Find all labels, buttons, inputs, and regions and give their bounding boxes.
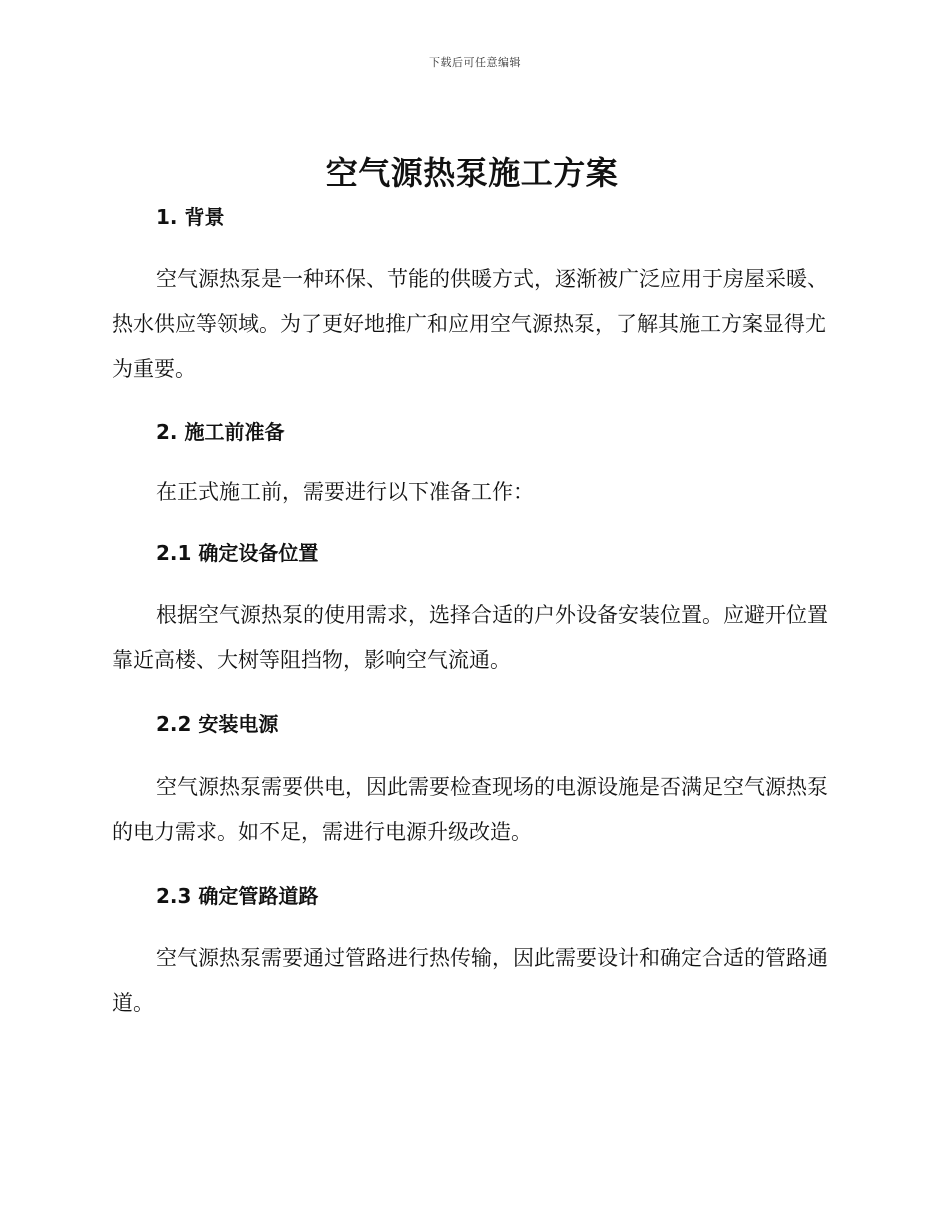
document-title: 空气源热泵施工方案 xyxy=(325,154,619,192)
section-heading-preparation: 2. 施工前准备 xyxy=(156,420,285,444)
section-heading-equipment-location: 2.1 确定设备位置 xyxy=(156,541,319,565)
section-heading-pipe-route: 2.3 确定管路道路 xyxy=(156,884,319,908)
section-heading-power-supply: 2.2 安装电源 xyxy=(156,712,279,736)
section-paragraph-preparation: 在正式施工前，需要进行以下准备工作： xyxy=(156,480,534,504)
section-paragraph-power-supply: 空气源热泵需要供电，因此需要检查现场的电源设施是否满足空气源热泵的电力需求。如不足，需进行电源升级改造。 xyxy=(112,775,828,844)
section-paragraph-pipe-route: 空气源热泵需要通过管路进行热传输，因此需要设计和确定合适的管路通道。 xyxy=(112,946,828,1015)
section-heading-background: 1. 背景 xyxy=(156,205,225,229)
document-body xyxy=(112,150,832,1026)
section-paragraph-equipment-location: 根据空气源热泵的使用需求，选择合适的户外设备安装位置。应避开位置靠近高楼、大树等阻挡物，影响空气流通。 xyxy=(112,603,828,672)
section-paragraph-background: 空气源热泵是一种环保、节能的供暖方式，逐渐被广泛应用于房屋采暖、热水供应等领域。为了更好地推广和应用空气源热泵，了解其施工方案显得尤为重要。 xyxy=(112,267,828,381)
header-note: 下载后可任意编辑 xyxy=(429,56,521,69)
